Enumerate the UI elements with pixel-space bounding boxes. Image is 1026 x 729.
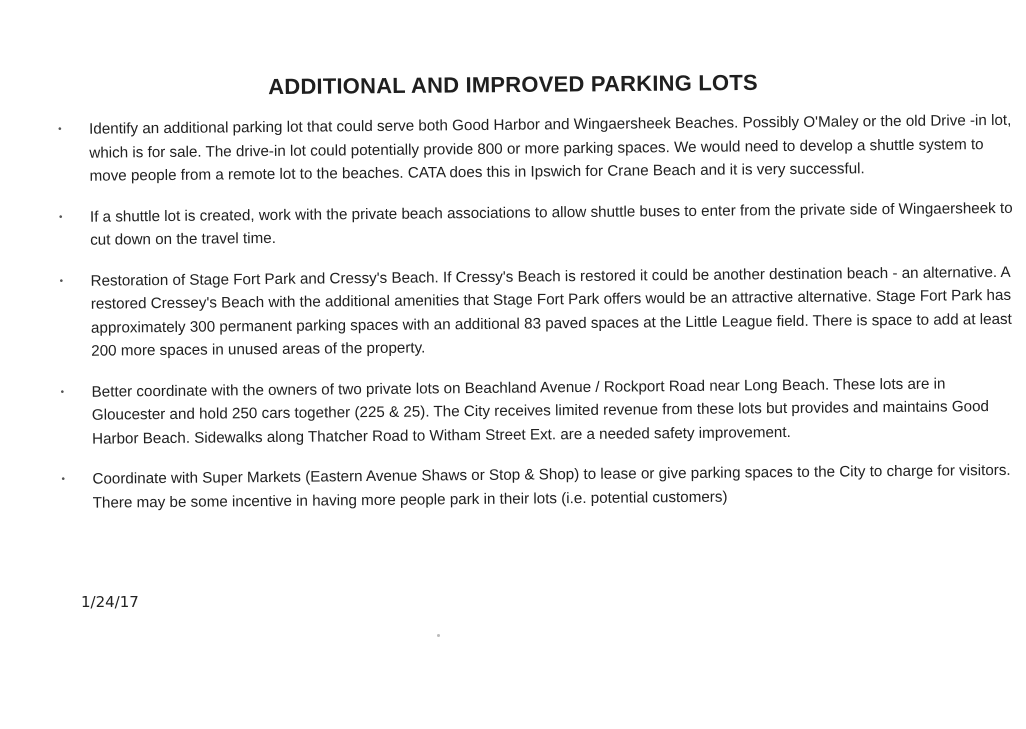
list-item	[61, 371, 1024, 451]
bullet-list	[58, 109, 1024, 532]
list-item-text: Identify an additional parking lot that could serve both Good Harbor and Wingaersheek Beaches. Possibly O'Maley or the old Drive -in lot, which is for sale. The drive-in lot could potentially provide 800 or more parking spaces. We would need to develop a shuttle system to move people from a remote lot to the beaches. CATA does this in Ipswich for Crane Beach and it is very successful.	[89, 111, 1012, 185]
document-title: ADDITIONAL AND IMPROVED PARKING LOTS	[268, 69, 758, 100]
bullet-icon: •	[61, 473, 66, 485]
list-item-text: Coordinate with Super Markets (Eastern Avenue Shaws or Stop & Shop) to lease or give parking spaces to the City to charge for visitors. There may be some incentive in having more people park in their lots (i.e. potential customers)	[92, 461, 1011, 512]
bullet-icon: •	[58, 211, 63, 223]
list-item-text: Restoration of Stage Fort Park and Cressy's Beach. If Cressy's Beach is restored it could be another destination beach - an alternative. A restored Cressey's Beach with the additional amenities that Stage Fort Park offers would be an attractive alternative. Stage Fort Park has approximately 300 permanent parking spaces with an additional 83 paved spaces at the Little League field. There is space to add at least 200 more spaces in unused areas of the property.	[90, 263, 1012, 360]
list-item	[59, 196, 1021, 252]
scan-speck	[437, 634, 440, 637]
document-date: 1/24/17	[81, 593, 139, 611]
list-item	[61, 459, 1023, 515]
bullet-icon: •	[58, 123, 62, 135]
list-item	[58, 109, 1021, 189]
bullet-icon: •	[60, 386, 65, 398]
list-item-text: Better coordinate with the owners of two private lots on Beachland Avenue / Rockport Road near Long Beach. These lots are in Gloucester and hold 250 cars together (225 & 25). The City receives limited revenue from these lots but provides and maintains Good Harbor Beach. Sidewalks along Thatcher Road to Witham Street Ext. are a needed safety improvement.	[91, 374, 990, 448]
list-item	[59, 260, 1022, 363]
bullet-icon: •	[59, 275, 64, 287]
list-item-text: If a shuttle lot is created, work with the private beach associations to allow shuttle buses to enter from the private side of Wingaersheek to cut down on the travel time.	[89, 199, 1013, 249]
